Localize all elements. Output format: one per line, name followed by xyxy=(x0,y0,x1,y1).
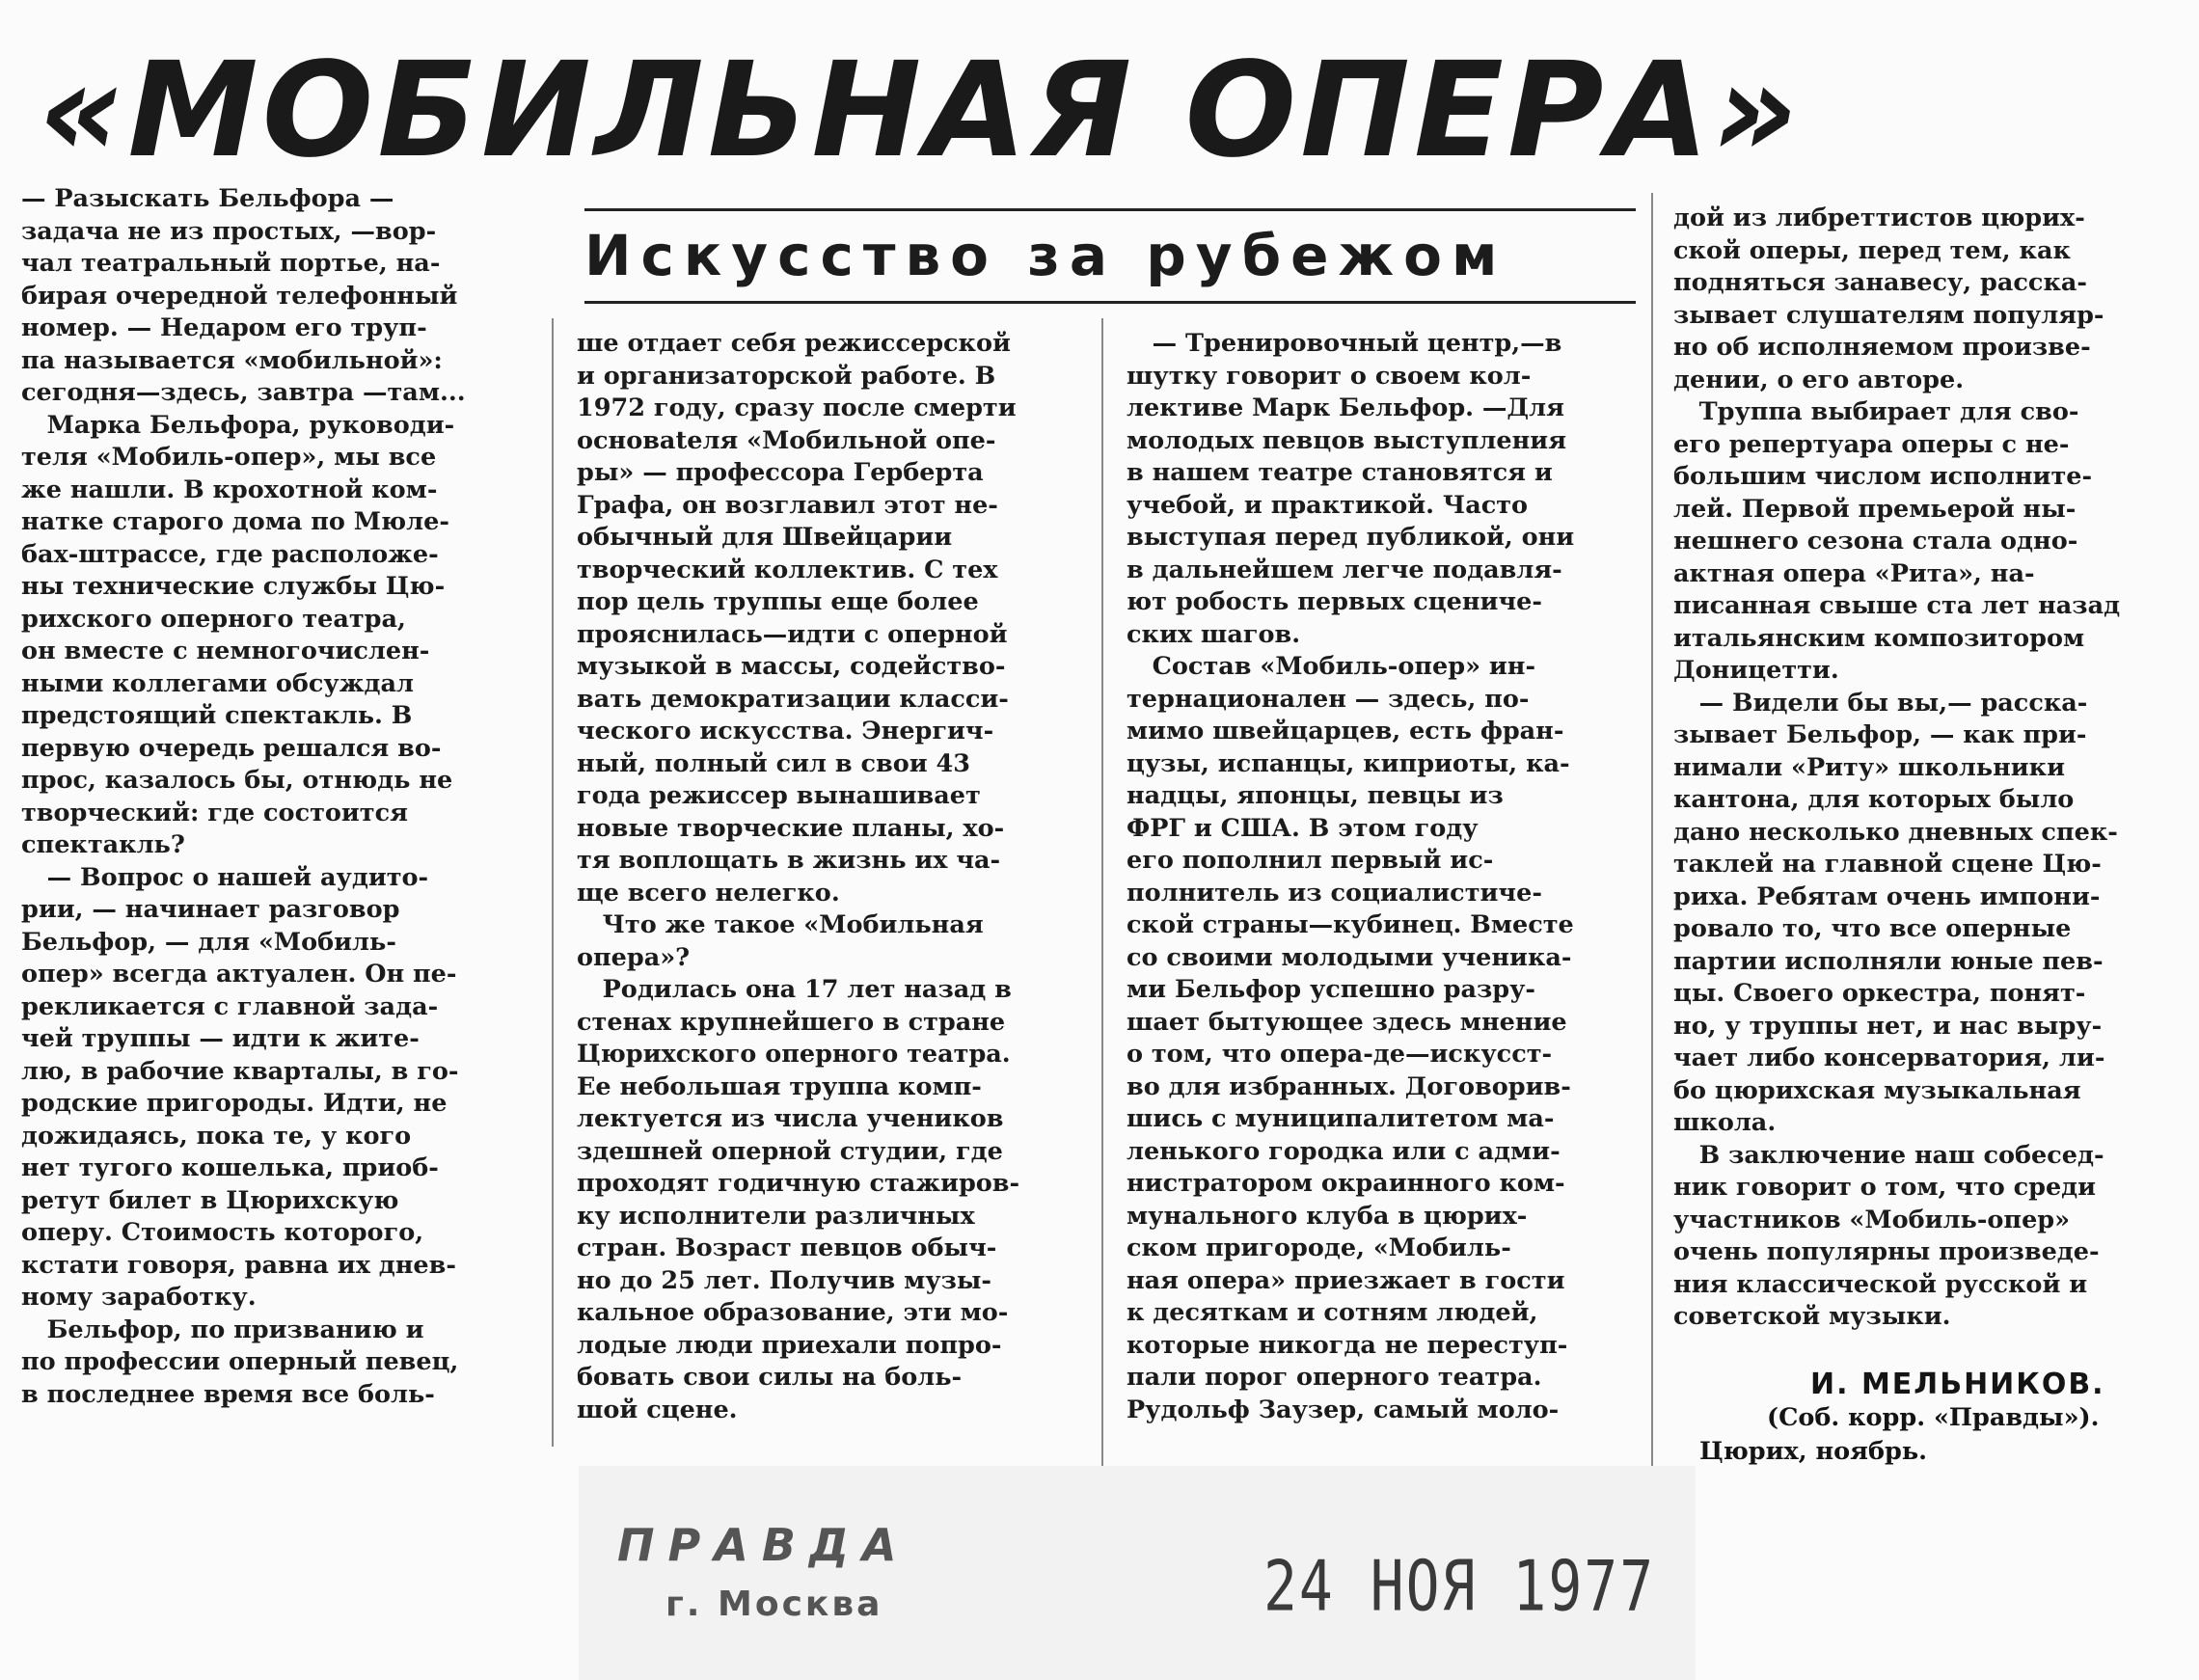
article-headline: «МОБИЛЬНАЯ ОПЕРА» xyxy=(39,35,1803,187)
article-column-1: — Разыскать Бельфора — задача не из простых, —вор- чал театральный портье, на- бирая очередной телефонный номер. — Недаром его труп- па называется «мобильной»: сегодня—здесь, завтра —там... Марка Бельфора, руководи- теля «Мобиль-опер», мы все же нашли. В крохотной ком- натке старого дома по Мюле- бах-штрассе, где расположе- ны технические службы Цю- рихского оперного театра, он вместе с немногочислен- ными коллегами обсуждал предстоящий спектакль. В первую очередь решался во- прос, казалось бы, отнюдь не творческий: где состоится спектакль? — Вопрос о нашей аудито- рии, — начинает разговор Бельфор, — для «Мобиль- опер» всегда актуален. Он пе- рекликается с главной зада- чей труппы — идти к жите- лю, в рабочие кварталы, в го- родские пригороды. Идти, не дожидаясь, пока те, у кого нет тугого кошелька, приоб- ретут билет в Цюрихскую оперу. Стоимость которого, кстати говоря, равна их днев- ному заработку. Бельфор, по призванию и по профессии оперный певец, в последнее время все боль- xyxy=(21,184,466,1409)
article-column-4: дой из либреттистов цюрих- ской оперы, перед тем, как подняться занавесу, расска- зывает слушателям популяр- но об исполняемом произве- дении, о его авторе. Труппа выбирает для сво- его репертуара оперы с не- большим числом исполните- лей. Первой премьерой ны- нешнего сезона стала одно- актная опера «Рита», на- писанная свыше ста лет назад итальянским композитором Доницетти. — Видели бы вы,— расска- зывает Бельфор, — как при- нимали «Риту» школьники кантона, для которых было дано несколько дневных спек- таклей на главной сцене Цю- риха. Ребятам очень импони- ровало то, что все оперные партии исполняли юные пев- цы. Своего оркестра, понят- но, у труппы нет, и нас выру- чает либо консерватория, ли- бо цюрихская музыкальная школа. В заключение наш собесед- ник говорит о том, что среди участников «Мобиль-опер» очень популярны произведе- ния классической русской и советской музыки. xyxy=(1673,203,2121,1331)
column-divider-3 xyxy=(1651,193,1653,1466)
column-divider-2 xyxy=(1101,318,1103,1466)
article-column-2: ше отдает себя режиссерской и организаторской работе. В 1972 году, сразу после смерти основateля «Мобильной опе- ры» — профессора Герберта Графа, он возглавил этот не- обычный для Швейцарии творческий коллектив. С тех пор цель труппы еще более прояснилась—идти с оперной музыкой в массы, содейство- вать демократизации класси- ческого искусства. Энергич- ный, полный сил в свои 43 года режиссер вынашивает новые творческие планы, хо- тя воплощать в жизнь их ча- ще всего нелегко. Что же такое «Мобильная опера»? Родилась она 17 лет назад в стенах крупнейшего в стране Цюрихского оперного театра. Ее небольшая труппа комп- лектуется из числа учеников здешней оперной студии, где проходят годичную стажиров- ку исполнители различных стран. Возраст певцов обыч- но до 25 лет. Получив музы- кальное образование, эти мо- лодые люди приехали попро- бовать свои силы на боль- шой сцене. xyxy=(577,329,1020,1424)
stamp-newspaper-name: ПРАВДА xyxy=(617,1519,910,1571)
rubric-title: Искусство за рубежом xyxy=(584,223,1507,288)
rubric-top-rule xyxy=(584,208,1636,211)
author-name: И. МЕЛЬНИКОВ. xyxy=(1810,1368,2105,1401)
stamp-city: г. Москва xyxy=(665,1585,883,1624)
article-column-3: — Тренировочный центр,—в шутку говорит о своем кол- лективе Марк Бельфор. —Для молодых певцов выступления в нашем театре становятся и учебой, и практикой. Часто выступая перед публикой, они в дальнейшем легче подавля- ют робость первых сцениче- ских шагов. Состав «Мобиль-опер» ин- тернационален — здесь, по- мимо швейцарцев, есть фран- цузы, испанцы, киприоты, ка- надцы, японцы, певцы из ФРГ и США. В этом году его пополнил первый ис- полнитель из социалистиче- ской страны—кубинец. Вместе со своими молодыми ученика- ми Бельфор успешно разру- шает бытующее здесь мнение о том, что опера-де—искусст- во для избранных. Договорив- шись с муниципалитетом ма- ленького городка или с адми- нистратором окраинного ком- мунального клуба в цюрих- ском пригороде, «Мобиль- ная опера» приезжает в гости к десяткам и сотням людей, которые никогда не переступ- пали порог оперного театра. Рудольф Заузер, самый моло- xyxy=(1127,329,1575,1424)
column-divider-1 xyxy=(552,318,554,1447)
stamp-date: 24 НОЯ 1977 xyxy=(1263,1545,1656,1627)
rubric-bottom-rule xyxy=(584,301,1636,304)
dateline: Цюрих, ноябрь. xyxy=(1699,1437,1928,1466)
author-affiliation: (Соб. корр. «Правды»). xyxy=(1767,1403,2100,1432)
